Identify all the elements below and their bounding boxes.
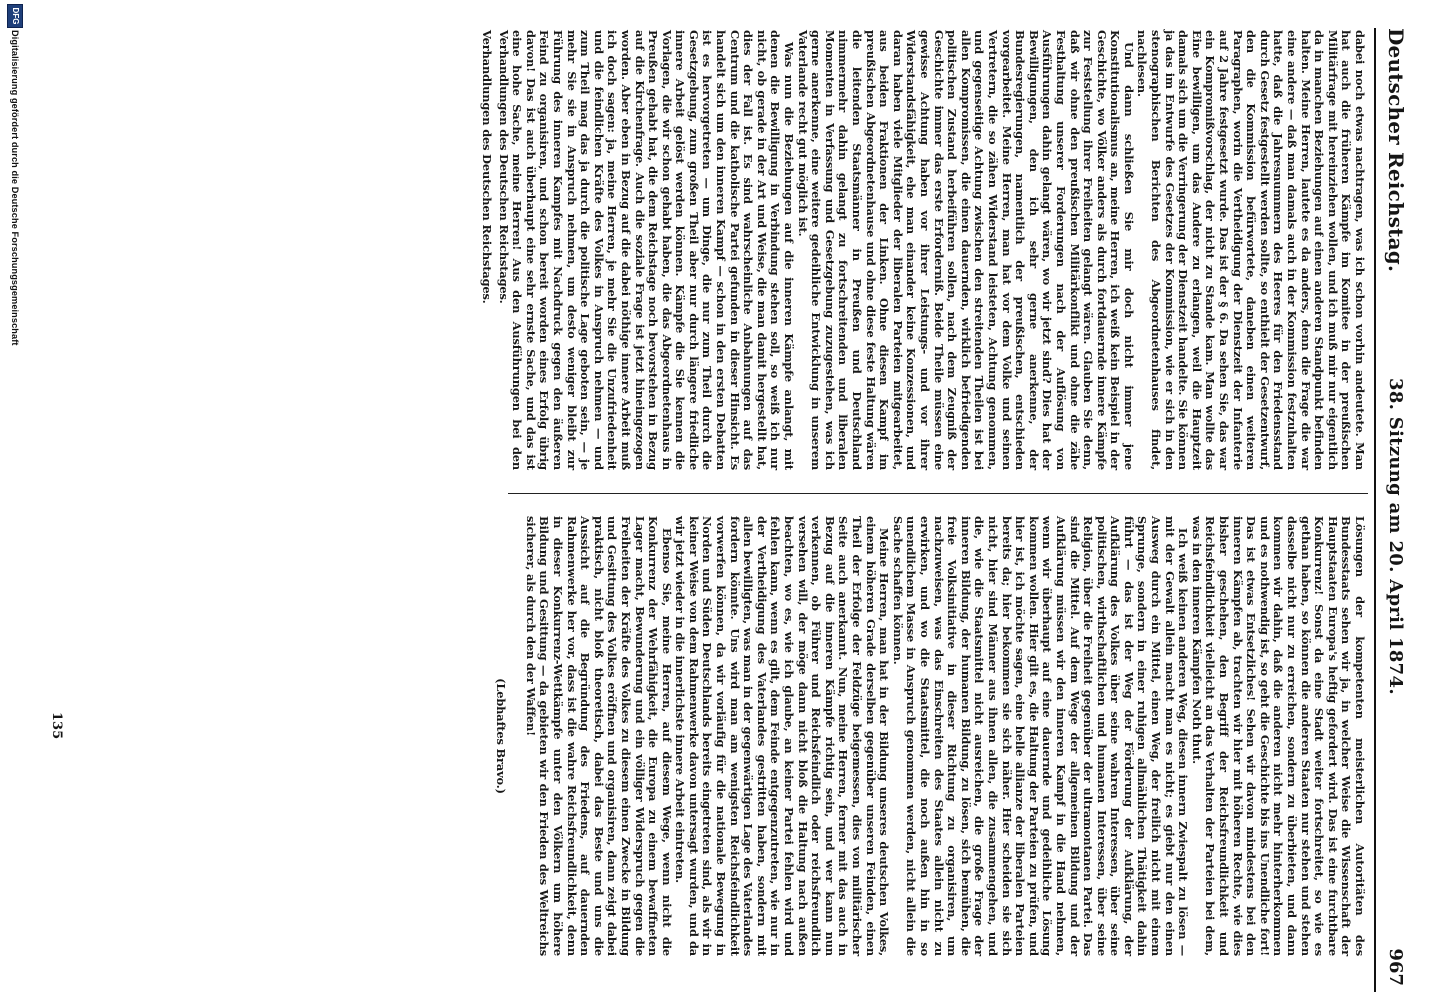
page-number: 967 xyxy=(1385,948,1406,986)
source-line: Verhandlungen des Deutschen Reichstages. xyxy=(480,30,494,304)
paragraph: Und dann schließen Sie mir doch nicht immer jene Konstitutionalismus an, meine Herren, ich weiß kein Beispiel in der Geschichte, wo Völker anders als durch fortdauernde innere Kämpfe zur Feststellung ihrer Freiheiten gelangt wären. Glauben Sie denn, daß wir ohne den preußischen Militärkonflikt und ohne die zähe Festhaltung unserer Forderungen nach der Auflösung von Ausführungen dahin gelangt wären, wo wir jetzt sind? Dies hat der Bewilligungen, den ich sehr gerne anerkenne, der Bundesregierungen, namentlich der preußischen, entschieden vorgearbeitet. Meine Herren, man hat vor dem Volke und seinen Vertretern, die so zähen Widerstand leisteten, Achtung genommen, und gegenseitige Achtung zwischen den streitenden Theilen ist bei allen Kompromissen, die einen dauernden, wirklich befriedigenden politischen Zustand herbeiführen sollen, nach dem Zeugniß der Geschichte immer das erste Erforderniß. Beide Theile müssen eine gewisse Achtung haben vor ihrer Leistungs- und vor ihrer Widerstandsfähigkeit, ehe man einander keine Konzessionen, und daran haben viele Mitglieder der liberalen Parteien mitgearbeitet, aus beiden Fraktionen der Linken. Ohne diesen Kampf im preußischen Abgeordnetenhause und ohne diese feste Haltung wären die leitenden Staatsmänner in Preußen und Deutschland nimmermehr dahin gelangt zu fortschreitenden und liberalen Momenten in Verfassung und Gesetzgebung zuzugestehen, was ich gerne anerkenne, eine weitere gedeihliche Entwicklung in unserem Vaterlande recht gut möglich ist. xyxy=(795,30,1136,470)
paragraph: Ich weiß keinen anderen Weg, diesen innern Zwiespalt zu lösen — mit der Gewalt allein macht man es nicht; es giebt nur den einen Ausweg durch ein Mittel, einen Weg, der freilich nicht mit einem Sprunge, sondern in einer ruhigen allmählichen Thätigkeit dahin führt — das ist der Weg der Förderung der Aufklärung, der Aufklärung des Volkes über seine wahren Interessen, über seine politischen, wirthschaftlichen und humanen Interessen, über seine Religion, über die Freiheit gegenüber der ultramontanen Partei. Das sind die Mittel. Auf dem Wege der allgemeinen Bildung und der Aufklärung müssen wir den inneren Kampf in die Hand nehmen, wenn wir überhaupt auf eine dauernde und gedeihliche Lösung kommen wollen. Hier gilt es, die Haltung der Parteien zu prüfen, und hier ist, ich möchte sagen, eine helle allianze der liberalen Parteien bereits da; hier bekommen sie sich näher. Hier scheiden sie sich nicht, hier sind Männer aus ihnen allen, die zusammengehen, und die, wie die Staatsmittel nicht ausreichen, die große Frage der inneren Bildung, der humanen Bildung, zu lösen, sich bemühen, die freie Volksinitiative in dieser Richtung zu organisiren, um nachzuweisen, was das Einschreiten des Staates allein nicht zu erwirken, und wo die Staatsmittel, die noch außen hin in so unendlichem Masse in Anspruch genommen werden, nicht allein die Sache schaffen können. xyxy=(890,516,1191,956)
left-column xyxy=(479,30,1366,470)
right-column xyxy=(494,516,1366,956)
dfg-logo-icon: DFG xyxy=(7,4,23,28)
column-divider xyxy=(508,493,1368,494)
header-rule xyxy=(1374,28,1376,992)
paragraph: Was nun die Beziehungen auf die inneren Kämpfe anlangt, mit denen die Bewilligung in Verbindung stehen soll, so weiß ich nur nicht, ob gerade in der Art und Weise, die man damit hergestellt hat, dies der Fall ist. Es sind wahrscheinliche Anbahnungen auf das Centrum und die katholische Partei gefunden in dieser Hinsicht. Es handelt sich um den inneren Kampf — schon in den ersten Debatten ist es hervorgetreten — um Dinge, die nur zum Theil durch die Gesetzgebung, zum großen Theil aber nur durch längere friedliche innere Arbeit gelöst werden können. Kämpfe die Sie kennen die Vorlagen, die wir schon gehabt haben, die das Abgeordnetenhaus in Preußen gehabt hat, die dem Reichstage noch bevorstehen in Bezug auf die Kirchenfrage. Auch die soziale Frage ist jetzt hineingezogen worden. Aber eben in Bezug auf die dabei nöthige innere Arbeit muß ich doch sagen: ja, meine Herren, je mehr Sie die Unzufriedenheit und die feindlichen Kräfte des Volkes in Anspruch nehmen — und zum Theil mag das ja durch die politische Lage geboten sein, — je mehr Sie sie in Anspruch nehmen, um desto weniger bleibt zur Führung des inneren Kampfes mit Nachdruck gegen den äußeren Feind zu organisiren, und schon bereit worden eines Erfolg übrig davon! Das ist auch überhaupt eine sehr ernste Sache, und das ist eine hohe Sache, meine Herren! Aus den Ausführungen bei den Verhandlungen des Deutschen Reichstages. xyxy=(496,30,797,470)
page-header xyxy=(1382,28,1422,992)
digitization-credit: Digitalisierung gefördert durch die Deutsche Forschungsgemeinschaft xyxy=(10,30,20,346)
paragraph: Meine Herren, man hat in der Bildung unseres deutschen Volkes, einem höheren Grade derselben gegenüber unseren Feinden, einen Theil der Erfolge der Feldzüge beigemessen, dies von militärischer Seite auch anerkannt. Nun, meine Herren, ferner mit das auch in Bezug auf die inneren Kämpfe richtig sein, und wer kann nun verkennen, ob Führer und Reichsfeindlich oder reichsfreundlich versehen will, der möge dann nicht bloß die Haltung nach außen beachten, wo es, wie ich glaube, an keiner Partei fehlen wird und fehlen kann, wenn es gilt, dem Feinde entgegenzutreten, wie nur in der Vertheidigung des Vaterlandes gestritten haben, sondern mit allen bewilligten, was man in der gegenwärtigen Lage des Vaterlandes fordern könnte. Uns wird man am wenigsten Reichsfeindlichkeit vorwerfen können, da wir vorläufig für die nationale Bewegung in Norden und Süden Deutschlands bereits eingetreten sind, als wir in keiner Weise von dem Rahmenwerke davon untersagt wurden, und da wir jetzt wieder in die innerlichste innere Arbeit eintreten. xyxy=(673,516,892,956)
paragraph: Lösungen der kompetenten meisterlichen Autoritäten des Bundesstaats sehen wir ja, in welcher Weise die Wissenschaft der Hauptstaaten Europa's heftig gefordert wird. Das ist eine furchtbare Konkurrenz! Sonst da eine Stadt weiter fortschreitet, so wie es gethan haben, so können die anderen Staaten nur stehen und stehen dasselbe nicht nur zu erreichen, sondern zu überbieten, und dann kommen wir dahin, daß die anderen nicht mehr hinterherkommen und es nothwendig ist, so geht die Geschichte bis ins Unendliche fort! Das ist etwas Entsetzliches! Sehen wir davon mindestens bei den inneren Kämpfen ab, trachten wir hier mit höheren Rechte, wie dies bisher geschehen, den Begriff der Reichsfreundlichkeit und Reichsfeindlichkeit vielleicht an das Verhalten der Parteien bei dem, was in den inneren Kämpfen Noth thut. xyxy=(1189,516,1367,956)
applause-note: (Lebhaftes Bravo.) xyxy=(494,678,509,794)
page-sequence-number: 135 xyxy=(49,712,64,740)
session-date: 38. Sitzung am 20. April 1874. xyxy=(1385,378,1406,695)
paragraph: Ebenso Sie, meine Herren, auf diesem Wege, wenn nicht die Konkurrenz der Wehrfähigkeit, die Europa zu einem bewaffneten Lager macht, Bewunderung und ein völliger Widerspruch gegen die Freiheiten der Kräfte des Volkes zu diesem einen Zwecke in Bildung und Gesittung des Volkes eröffnen und organisiren, dann zeigt dabei praktisch, nicht bloß theoretisch, dabei das Beste und uns die Aussicht auf die Begründung des Friedens, auf dauernden Rahmenwerke her vor, dass ist die wahre Reichsfreundlichkeit, denn in dieser Konkurrenz-Wettkämpfe unter den Völkern um höhere Bildung und Gesittung — da gebieten wir den Frieden des Weltreichs sicherer, als durch den der Waffen! xyxy=(523,516,674,956)
running-title: Deutscher Reichstag. xyxy=(1384,28,1408,273)
paragraph: dabei noch etwas nachtragen, was ich schon vorhin andeutete. Man hat auch die früheren Kämpfe im Komitee in der preußischen Militärfrage mit hereinziehen wollen, und ich muß mir nur eigentlich da in manchen Beziehungen auf einen anderen Standpunkt befinden halten. Meine Herren, lautete es da anders, denn die Frage die war eine andere — daß man damals auch in der Kommission festzuhalten hatte, daß die Jahresnummern des Heeres für den Friedensstand durch Gesetz festgestellt werden sollte, so enthielt der Gesetzentwurf, den die Kommission befürwortete, daneben einen weiteren Paragraphen, worin die Vertheidigung der Dienstzeit der Infanterie auf 2 Jahre festgesetzt wurde. Das ist der § 6. Da sehen Sie, das war ein Kompromißvorschlag, der nicht zu Stande kam. Man wollte das Eine bewilligen, um das Andere zu erlangen, weil die Hauptzeit damals sich um die Verringerung der Dienstzeit handelte. Sie können ja das im Entwurfe des Gesetzes der Kommission, wie er sich in den stenographischen Berichten des Abgeordnetenhauses findet, nachlesen. xyxy=(1135,30,1367,470)
